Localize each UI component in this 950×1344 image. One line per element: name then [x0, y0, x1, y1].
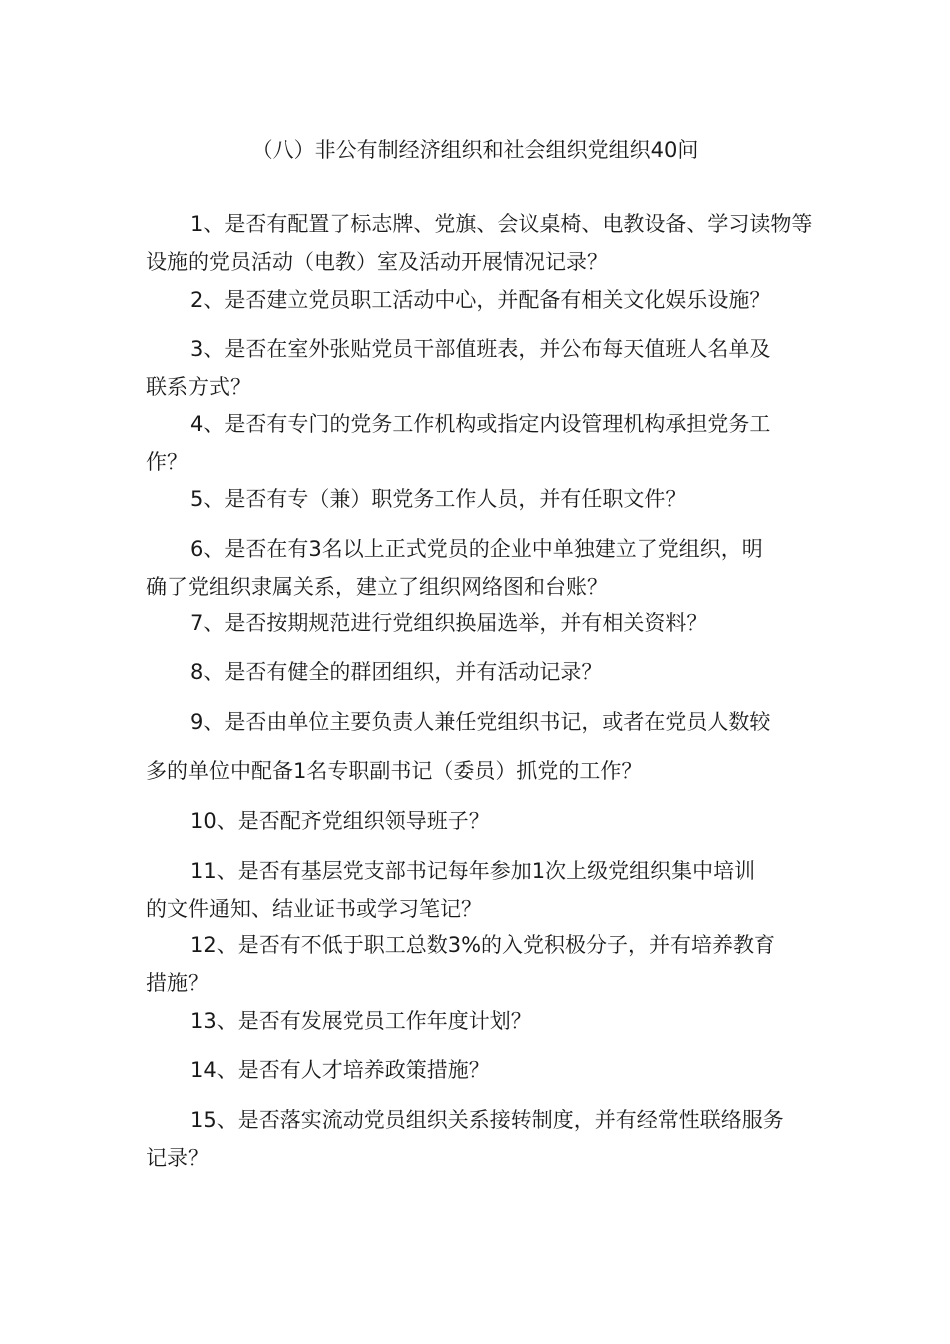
paragraph-line: 2、是否建立党员职工活动中心，并配备有相关文化娱乐设施？ — [190, 288, 771, 312]
paragraph-line: 作？ — [146, 450, 188, 474]
paragraph-line: 多的单位中配备1名专职副书记（委员）抓党的工作？ — [146, 759, 643, 783]
paragraph-line: 设施的党员活动（电教）室及活动开展情况记录？ — [146, 250, 608, 274]
question-9 — [146, 703, 812, 741]
paragraph-line: 8、是否有健全的群团组织，并有活动记录？ — [190, 660, 603, 684]
question-10 — [146, 802, 812, 840]
paragraph-line: 记录？ — [146, 1146, 209, 1170]
paragraph-line: 联系方式？ — [146, 375, 251, 399]
question-12 — [146, 926, 812, 1002]
question-3 — [146, 330, 812, 406]
question-15 — [146, 1101, 812, 1177]
paragraph-line: 的文件通知、结业证书或学习笔记？ — [146, 897, 482, 921]
paragraph-line: 10、是否配齐党组织领导班子？ — [190, 809, 490, 833]
paragraph-line: 7、是否按期规范进行党组织换届选举，并有相关资料？ — [190, 611, 708, 635]
question-13 — [146, 1002, 812, 1040]
paragraph-line: 9、是否由单位主要负责人兼任党组织书记，或者在党员人数较 — [190, 710, 771, 734]
paragraph-line: 措施？ — [146, 971, 209, 995]
paragraph-line: 5、是否有专（兼）职党务工作人员，并有任职文件？ — [190, 487, 687, 511]
paragraph-line: 3、是否在室外张贴党员干部值班表，并公布每天值班人名单及 — [190, 337, 771, 361]
paragraph-line: 1、是否有配置了标志牌、党旗、会议桌椅、电教设备、学习读物等 — [190, 212, 813, 236]
question-9-continued — [146, 752, 812, 790]
paragraph-line: 12、是否有不低于职工总数3%的入党积极分子，并有培养教育 — [190, 933, 776, 957]
paragraph-line: 11、是否有基层党支部书记每年参加1次上级党组织集中培训 — [190, 859, 756, 883]
question-11 — [146, 852, 812, 928]
question-14 — [146, 1051, 812, 1089]
question-6 — [146, 530, 812, 606]
question-8 — [146, 653, 812, 691]
paragraph-line: 确了党组织隶属关系，建立了组织网络图和台账？ — [146, 575, 608, 599]
question-7 — [146, 604, 812, 642]
question-2 — [146, 281, 812, 319]
paragraph-line: 4、是否有专门的党务工作机构或指定内设管理机构承担党务工 — [190, 412, 771, 436]
paragraph-line: 6、是否在有3名以上正式党员的企业中单独建立了党组织，明 — [190, 537, 763, 561]
paragraph-line: 13、是否有发展党员工作年度计划？ — [190, 1009, 532, 1033]
paragraph-line: 15、是否落实流动党员组织关系接转制度，并有经常性联络服务 — [190, 1108, 784, 1132]
question-1 — [146, 205, 812, 281]
question-4 — [146, 405, 812, 481]
question-5 — [146, 480, 812, 518]
document-title: （八）非公有制经济组织和社会组织党组织40问 — [251, 138, 699, 162]
paragraph-line: 14、是否有人才培养政策措施？ — [190, 1058, 490, 1082]
